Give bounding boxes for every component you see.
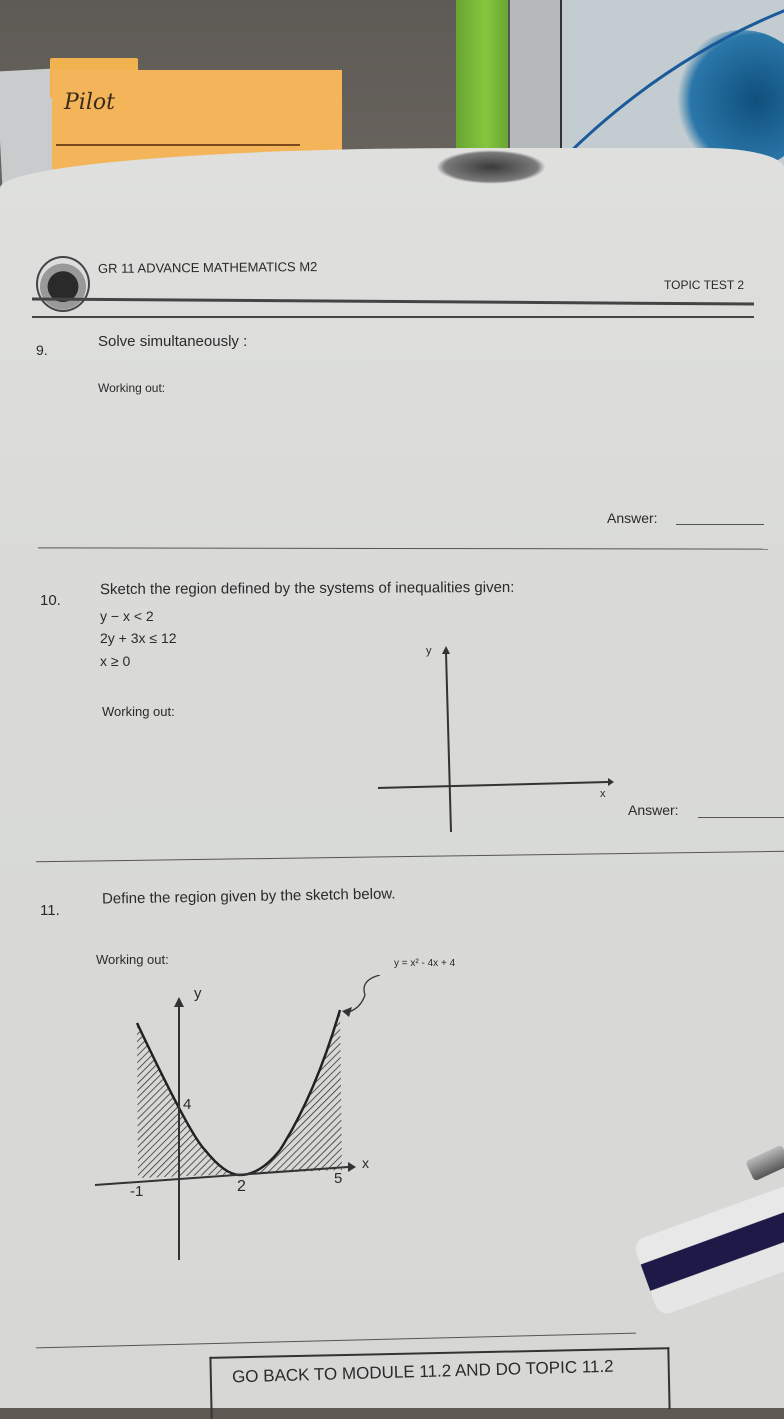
q11-parabola-graph — [90, 975, 390, 1265]
q11-prompt: Define the region given by the sketch below. — [101, 885, 396, 908]
green-binder — [456, 0, 516, 160]
q10-axes[interactable] — [370, 640, 620, 840]
q9-number: 9. — [36, 342, 48, 358]
q10-working-label: Working out: — [102, 704, 175, 719]
q9-working-label: Working out: — [98, 381, 166, 395]
binder-clip — [436, 150, 546, 184]
q11-tick-neg1: -1 — [130, 1183, 144, 1200]
footer-instruction: GO BACK TO MODULE 11.2 AND DO TOPIC 11.2 — [231, 1356, 614, 1387]
q10-y-label: y — [426, 645, 432, 657]
q11-x-label: x — [362, 1155, 369, 1171]
q11-number: 11. — [40, 902, 60, 919]
q11-curve-label: y = x² - 4x + 4 — [394, 958, 456, 969]
header-rule-2 — [32, 316, 754, 318]
q11-working-label: Working out: — [96, 952, 169, 967]
q11-y-label: y — [194, 985, 202, 1002]
q10-inequality-2: 2y + 3x ≤ 12 — [100, 630, 177, 646]
folder-label: Pilot — [64, 90, 115, 115]
q10-x-label: x — [600, 788, 606, 800]
q10-prompt: Sketch the region defined by the systems of inequalities given: — [99, 578, 515, 599]
q9-prompt: Solve simultaneously : — [98, 333, 248, 350]
q10-inequality-1: y − x < 2 — [100, 608, 154, 624]
q10-number: 10. — [40, 592, 61, 609]
q11-tick-5: 5 — [334, 1170, 343, 1187]
orange-folder-line — [56, 144, 300, 146]
q11-tick-2: 2 — [237, 1178, 246, 1195]
q10-answer-label: Answer: — [628, 802, 679, 818]
course-title: GR 11 ADVANCE MATHEMATICS M2 — [97, 259, 318, 276]
school-logo-icon — [36, 256, 90, 312]
q9-answer-line[interactable] — [676, 524, 764, 525]
test-title: TOPIC TEST 2 — [664, 278, 745, 292]
q9-answer-label: Answer: — [607, 510, 658, 526]
q10-inequality-3: x ≥ 0 — [100, 653, 131, 669]
q11-tick-4: 4 — [183, 1096, 192, 1113]
q10-answer-line[interactable] — [698, 817, 784, 818]
